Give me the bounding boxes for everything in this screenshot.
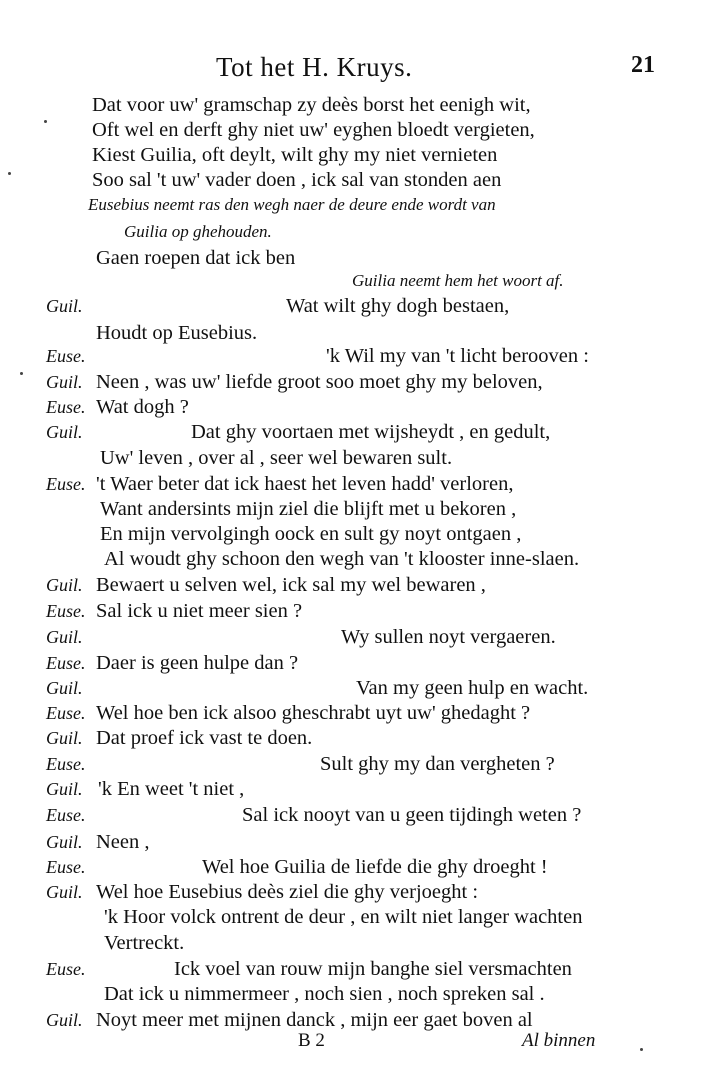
speaker-label: Euse. — [46, 397, 86, 417]
text-line — [0, 343, 717, 369]
text-line — [0, 521, 717, 547]
line-text: Wel hoe Guilia de liefde die ghy droeght ! — [202, 856, 548, 878]
text-line — [0, 445, 717, 471]
line-text: Want andersints mijn ziel die blijft met u bekoren , — [100, 498, 517, 520]
page-footer — [0, 1030, 717, 1058]
text-line — [0, 675, 717, 701]
speaker-label: Euse. — [46, 754, 86, 774]
signature-mark: B 2 — [298, 1030, 325, 1051]
line-text: Sult ghy my dan vergheten ? — [320, 753, 555, 775]
text-line — [0, 293, 717, 319]
line-text: Bewaert u selven wel, ick sal my wel bewaren , — [96, 574, 486, 596]
line-text: 't Waer beter dat ick haest het leven hadd' verloren, — [96, 473, 514, 495]
text-line — [0, 142, 717, 168]
line-text: Dat voor uw' gramschap zy deès borst het eenigh wit, — [92, 94, 531, 116]
speaker-label: Guil. — [46, 832, 83, 852]
ink-speck — [640, 1048, 643, 1051]
speaker-label: Euse. — [46, 703, 86, 723]
speaker-label: Guil. — [46, 575, 83, 595]
text-line — [0, 117, 717, 143]
ink-speck — [20, 372, 23, 375]
line-text: 'k Wil my van 't licht berooven : — [326, 345, 589, 367]
line-text: Wat wilt ghy dogh bestaen, — [286, 295, 510, 317]
line-text: Oft wel en derft ghy niet uw' eyghen bloedt vergieten, — [92, 119, 535, 141]
text-line — [0, 546, 717, 572]
line-text: Wat dogh ? — [96, 396, 189, 418]
speaker-label: Euse. — [46, 346, 86, 366]
speaker-label: Euse. — [46, 601, 86, 621]
text-line — [0, 496, 717, 522]
line-text: En mijn vervolgingh oock en sult gy noyt ontgaen , — [100, 523, 522, 545]
speaker-label: Guil. — [46, 372, 83, 392]
text-line — [0, 854, 717, 880]
line-text: Eusebius neemt ras den wegh naer de deure ende wordt van — [88, 195, 496, 214]
ink-speck — [44, 120, 47, 123]
line-text: Van my geen hulp en wacht. — [356, 677, 589, 699]
text-line — [0, 725, 717, 751]
line-text: 'k En weet 't niet , — [98, 778, 245, 800]
speaker-label: Euse. — [46, 959, 86, 979]
running-header — [0, 52, 717, 86]
text-line — [0, 776, 717, 802]
text-line — [0, 92, 717, 118]
text-line — [0, 930, 717, 956]
speaker-label: Euse. — [46, 857, 86, 877]
speaker-label: Guil. — [46, 1010, 83, 1030]
line-text: Uw' leven , over al , seer wel bewaren sult. — [100, 447, 453, 469]
ink-speck — [8, 172, 11, 175]
line-text: Ick voel van rouw mijn banghe siel versmachten — [174, 958, 572, 980]
text-line — [0, 572, 717, 598]
line-text: Sal ick u niet meer sien ? — [96, 600, 303, 622]
text-line — [0, 904, 717, 930]
text-line — [0, 369, 717, 395]
speaker-label: Guil. — [46, 728, 83, 748]
speaker-label: Guil. — [46, 627, 83, 647]
speaker-label: Guil. — [46, 296, 83, 316]
line-text: Neen , was uw' liefde groot soo moet ghy my beloven, — [96, 371, 543, 393]
line-text: Sal ick nooyt van u geen tijdingh weten ? — [242, 804, 582, 826]
text-line — [0, 879, 717, 905]
speaker-label: Guil. — [46, 422, 83, 442]
line-text: Dat ick u nimmermeer , noch sien , noch spreken sal . — [104, 983, 545, 1005]
text-line — [0, 394, 717, 420]
line-text: Wel hoe Eusebius deès ziel die ghy verjoeght : — [96, 881, 479, 903]
speaker-label: Euse. — [46, 474, 86, 494]
text-line — [0, 624, 717, 650]
page-number: 21 — [631, 52, 655, 78]
line-text: Wel hoe ben ick alsoo gheschrabt uyt uw' ghedaght ? — [96, 702, 531, 724]
stage-direction — [0, 268, 717, 294]
line-text: Guilia neemt hem het woort af. — [352, 271, 564, 290]
line-text: Daer is geen hulpe dan ? — [96, 652, 299, 674]
speaker-label: Euse. — [46, 653, 86, 673]
text-line — [0, 751, 717, 777]
stage-direction — [0, 219, 717, 245]
line-text: Dat proef ick vast te doen. — [96, 727, 313, 749]
text-line — [0, 802, 717, 828]
text-line — [0, 471, 717, 497]
speaker-label: Guil. — [46, 779, 83, 799]
text-line — [0, 981, 717, 1007]
text-line — [0, 700, 717, 726]
line-text: Houdt op Eusebius. — [96, 322, 258, 344]
text-line — [0, 419, 717, 445]
line-text: Dat ghy voortaen met wijsheydt , en gedult, — [191, 421, 551, 443]
catchword: Al binnen — [522, 1030, 596, 1051]
text-line — [0, 829, 717, 855]
line-text: Wy sullen noyt vergaeren. — [341, 626, 556, 648]
page-title: Tot het H. Kruys. — [216, 52, 413, 82]
text-line — [0, 598, 717, 624]
text-line — [0, 956, 717, 982]
text-line — [0, 650, 717, 676]
line-text: 'k Hoor volck ontrent de deur , en wilt niet langer wachten — [104, 906, 583, 928]
stage-direction — [0, 192, 717, 218]
line-text: Noyt meer met mijnen danck , mijn eer gaet boven al — [96, 1009, 533, 1031]
line-text: Soo sal 't uw' vader doen , ick sal van stonden aen — [92, 169, 502, 191]
line-text: Al woudt ghy schoon den wegh van 't klooster inne-slaen. — [104, 548, 580, 570]
line-text: Gaen roepen dat ick ben — [96, 247, 296, 269]
text-line — [0, 167, 717, 193]
speaker-label: Euse. — [46, 805, 86, 825]
line-text: Vertreckt. — [104, 932, 185, 954]
speaker-label: Guil. — [46, 678, 83, 698]
line-text: Kiest Guilia, oft deylt, wilt ghy my niet vernieten — [92, 144, 498, 166]
line-text: Neen , — [96, 831, 150, 853]
line-text: Guilia op ghehouden. — [124, 222, 272, 241]
speaker-label: Guil. — [46, 882, 83, 902]
